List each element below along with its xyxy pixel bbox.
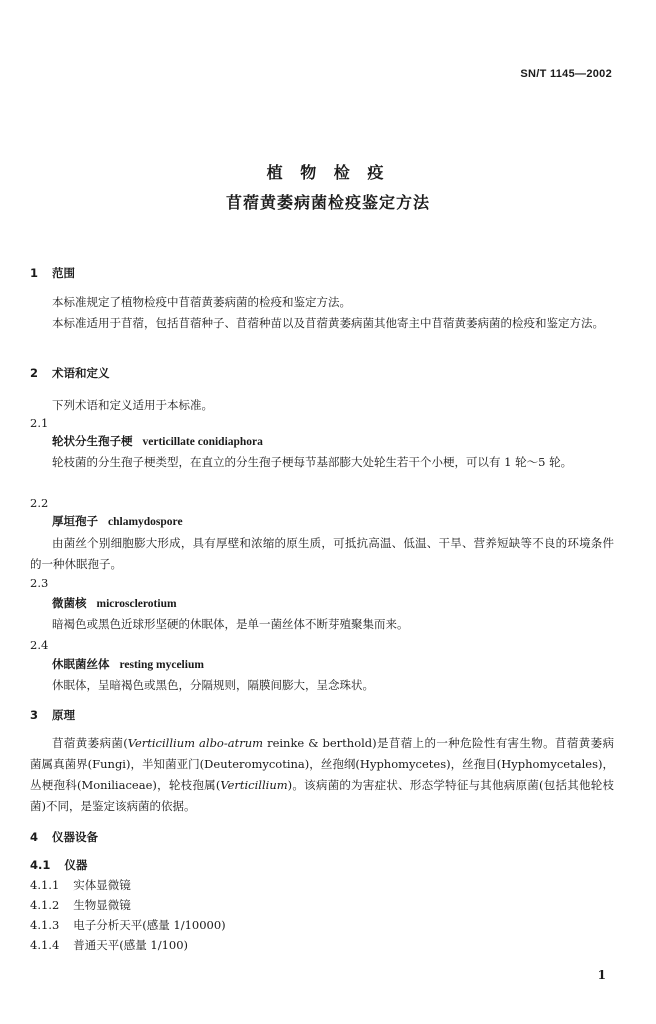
term-2-3-number: 2.3 <box>30 576 49 590</box>
equipment-item <box>30 938 188 952</box>
term-2-2-number: 2.2 <box>30 496 49 510</box>
principle-text-c: reinke & berthold)是苜蓿上的一种危险性有害生物。苜蓿黄萎病菌属真菌界(Fungi)，半知菌亚门(Deuteromycotina)，丝孢纲(Hyphomycetes)，丝孢目(Hyphomycetales)，丛梗孢科(Moniliaceae)，轮枝孢属( <box>30 736 614 792</box>
section-1-paragraph-2: 本标准适用于苜蓿，包括苜蓿种子、苜蓿种苗以及苜蓿黄萎病菌其他寄主中苜蓿黄萎病菌的检疫和鉴定方法。 <box>52 316 604 330</box>
section-title: 原理 <box>52 708 76 722</box>
item-number: 4.1.3 <box>30 918 60 932</box>
page-number: 1 <box>597 968 606 982</box>
term-english: chlamydospore <box>108 516 183 528</box>
term-2-1-number: 2.1 <box>30 416 49 430</box>
term-2-1-definition: 轮枝菌的分生孢子梗类型，在直立的分生孢子梗每节基部膨大处轮生若干个小梗，可以有 1 轮～5 轮。 <box>52 455 573 469</box>
species-name: Verticillium albo-atrum <box>127 736 264 750</box>
document-title-line2: 苜蓿黄萎病菌检疫鉴定方法 <box>225 193 430 212</box>
genus-name: Verticillium <box>220 778 288 792</box>
term-2-1 <box>52 434 263 449</box>
principle-text-a: 苜蓿黄萎病菌( <box>52 736 128 750</box>
subsection-number: 4.1 <box>30 858 51 872</box>
item-number: 4.1.4 <box>30 938 60 952</box>
term-english: resting mycelium <box>119 659 204 671</box>
item-text: 实体显微镜 <box>73 878 131 892</box>
item-text: 普通天平(感量 1/100) <box>73 938 189 952</box>
standard-code: SN/T 1145—2002 <box>520 68 612 80</box>
equipment-item <box>30 898 131 912</box>
section-1-paragraph-1: 本标准规定了植物检疫中苜蓿黄萎病菌的检疫和鉴定方法。 <box>52 295 351 309</box>
section-number: 4 <box>30 830 39 844</box>
term-english: verticillate conidiaphora <box>142 436 263 448</box>
section-2-heading <box>30 366 110 380</box>
item-text: 电子分析天平(感量 1/10000) <box>73 918 226 932</box>
term-2-3-definition: 暗褐色或黑色近球形坚硬的休眠体，是单一菌丝体不断芽殖聚集而来。 <box>52 617 409 631</box>
item-number: 4.1.2 <box>30 898 60 912</box>
principle-text-e: )。该病菌的为害症状、形态学特征与其他病原菌(包括其他轮枝菌)不同，是鉴定该病菌的依据。 <box>30 778 614 813</box>
term-2-2-definition: 由菌丝个别细胞膨大形成，具有厚壁和浓缩的原生质，可抵抗高温、低温、干旱、营养短缺等不良的环境条件的一种休眠孢子。 <box>30 536 614 571</box>
equipment-item <box>30 918 226 932</box>
section-number: 1 <box>30 266 39 280</box>
section-1-heading <box>30 266 75 280</box>
term-2-4 <box>52 657 204 672</box>
section-number: 2 <box>30 366 39 380</box>
section-3-heading <box>30 708 75 722</box>
section-title: 仪器设备 <box>52 830 99 844</box>
term-2-2 <box>52 514 183 529</box>
subsection-title: 仪器 <box>64 858 88 872</box>
section-4-heading <box>30 830 98 844</box>
term-name: 微菌核 <box>52 596 87 610</box>
term-2-3 <box>52 596 177 611</box>
section-number: 3 <box>30 708 39 722</box>
item-text: 生物显微镜 <box>73 898 131 912</box>
item-number: 4.1.1 <box>30 878 60 892</box>
document-title-line1: 植 物 检 疫 <box>266 163 390 182</box>
section-3-paragraph <box>30 733 614 817</box>
section-title: 术语和定义 <box>52 366 110 380</box>
section-title: 范围 <box>52 266 76 280</box>
term-english: microsclerotium <box>96 598 177 610</box>
term-name: 厚垣孢子 <box>52 514 98 528</box>
term-2-4-definition: 休眠体，呈暗褐色或黑色，分隔规则，隔膜间膨大，呈念珠状。 <box>52 678 374 692</box>
term-2-4-number: 2.4 <box>30 638 49 652</box>
subsection-4-1-heading <box>30 858 87 872</box>
term-name: 休眠菌丝体 <box>52 657 110 671</box>
term-name: 轮状分生孢子梗 <box>52 434 133 448</box>
equipment-item <box>30 878 131 892</box>
section-2-intro: 下列术语和定义适用于本标准。 <box>52 398 213 412</box>
